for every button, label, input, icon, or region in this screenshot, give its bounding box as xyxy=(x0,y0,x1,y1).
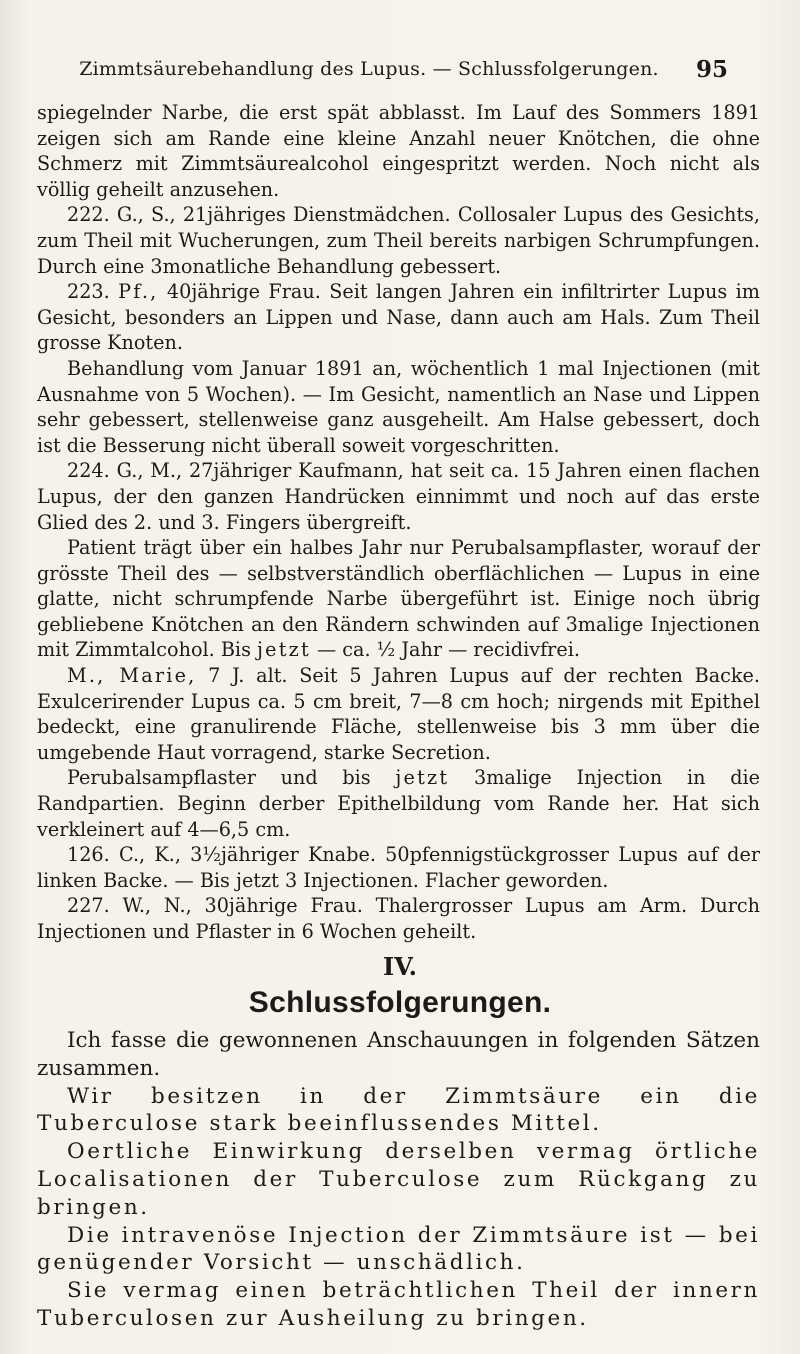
case-223 xyxy=(37,279,760,356)
case-223-text: 40jährige Frau. Seit langen Jahren ein infiltrirter Lupus im Gesicht, besonders an Lippen und Nase, dann auch am Hals. Zum Theil grosse Knoten. xyxy=(37,280,760,355)
case-224: 224. G., M., 27jähriger Kaufmann, hat seit ca. 15 Jahren einen flachen Lupus, der den ganzen Handrücken einnimmt und noch auf das erste Glied des 2. und 3. Fingers übergreift. xyxy=(37,459,760,534)
case-224-treatment xyxy=(37,535,760,663)
conclusion-1: Wir besitzen in der Zimmtsäure ein die Tuberculose stark beeinflussendes Mittel. xyxy=(37,1083,760,1137)
case-227: 227. W., N., 30jährige Frau. Thalergrosser Lupus am Arm. Durch Injectionen und Pflaster in 6 Wochen geheilt. xyxy=(37,894,760,943)
case-marie-emph-jetzt: jetzt xyxy=(395,766,450,790)
running-header xyxy=(60,58,728,90)
case-223-treatment: Behandlung vom Januar 1891 an, wöchentlich 1 mal Injectionen (mit Ausnahme von 5 Wochen). — Im Gesicht, namentlich an Nase und Lippen sehr gebessert, stellenweise ganz ausgeheilt. Am Halse gebessert, doch ist die Besserung nicht überall soweit vorgeschritten. xyxy=(37,356,760,457)
case-222: 222. G., S., 21jähriges Dienstmädchen. Collosaler Lupus des Gesichts, zum Theil mit Wucherungen, zum Theil bereits narbigen Schrumpfungen. Durch eine 3monatliche Behandlung gebessert. xyxy=(37,203,760,278)
case-marie-treatment-a: Perubalsampflaster und bis xyxy=(67,766,371,790)
conclusions-text xyxy=(37,1027,760,1333)
conclusion-2: Oertliche Einwirkung derselben vermag örtliche Localisationen der Tuberculose zum Rückgang zu bringen. xyxy=(37,1139,760,1220)
section-number: IV. xyxy=(382,952,417,981)
case-marie-name: M., Marie, xyxy=(67,664,197,688)
case-224-treatment-c: — ca. ½ Jahr — recidivfrei. xyxy=(316,638,580,662)
case-223-name: Pf., xyxy=(118,280,159,304)
case-marie-treatment-c: 3malige Injection in die Randpartien. Beginn derber Epithelbildung vom Rande her. Hat sich verkleinert auf 4—6,5 cm. xyxy=(37,766,760,841)
section-title: Schlussfolgerungen. xyxy=(248,986,552,1019)
header-title: Zimmtsäurebehandlung des Lupus. — Schlussfolgerungen. xyxy=(79,58,659,80)
paragraph-continuation: spiegelnder Narbe, die erst spät abblasst. Im Lauf des Sommers 1891 zeigen sich am Rande eine kleine Anzahl neuer Knötchen, die ohne Schmerz mit Zimmtsäurealcohol eingespritzt werden. Noch nicht als völlig geheilt anzusehen. xyxy=(37,101,760,201)
case-223-number: 223. xyxy=(67,280,110,304)
conclusion-4: Sie vermag einen beträchtlichen Theil der innern Tuberculosen zur Ausheilung zu bringen. xyxy=(37,1278,760,1331)
case-marie xyxy=(37,663,760,765)
page-number: 95 xyxy=(695,56,728,83)
case-marie-text: 7 J. alt. Seit 5 Jahren Lupus auf der rechten Backe. Exulcerirender Lupus ca. 5 cm breit, 7—8 cm hoch; nirgends mit Epithel bedeckt, eine granulirende Fläche, stellenweise bis 3 mm über die umgebende Haut vorragend, starke Secretion. xyxy=(37,664,761,764)
case-224-treatment-a: Patient trägt über ein halbes Jahr nur Perubalsampflaster, worauf der grösste Theil des — selbstverständlich oberflächlichen — Lupus in eine glatte, nicht schrumpfende Narbe übergeführt ist. Einige noch übrig gebliebene Knötchen an den Rändern schwinden auf 3malige Injectionen mit Zimmtalcohol. Bis xyxy=(37,536,760,662)
case-marie-treatment xyxy=(37,765,760,842)
conclusion-3: Die intravenöse Injection der Zimmtsäure ist — bei genügender Vorsicht — unschädlich. xyxy=(37,1222,760,1276)
case-224-emph-jetzt: jetzt xyxy=(257,638,311,662)
case-126: 126. C., K., 3½jähriger Knabe. 50pfennigstückgrosser Lupus auf der linken Backe. — Bis jetzt 3 Injectionen. Flacher geworden. xyxy=(37,843,760,892)
case-reports-text xyxy=(37,100,760,945)
conclusions-intro: Ich fasse die gewonnenen Anschauungen in folgenden Sätzen zusammen. xyxy=(37,1028,760,1081)
